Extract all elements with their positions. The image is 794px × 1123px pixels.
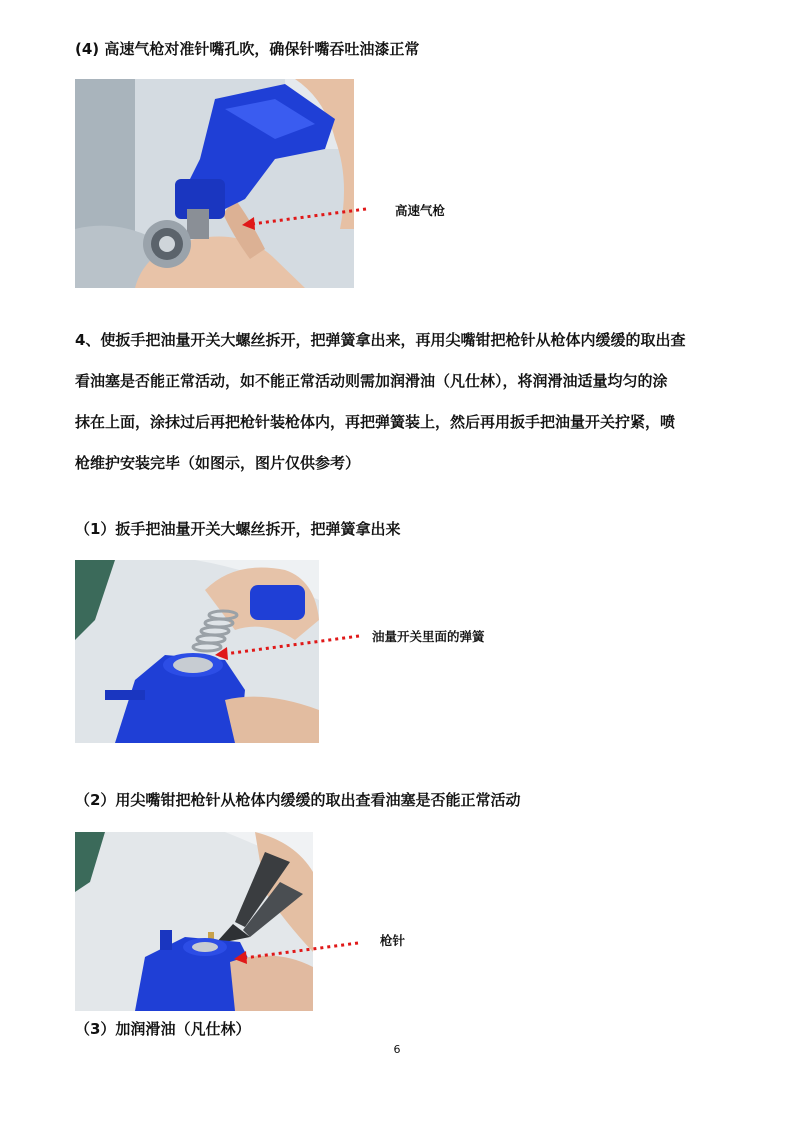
substep-3-heading: （3）加润滑油（凡仕林） [75,1020,251,1038]
callout-arrow-air-gun [238,200,368,232]
substep-2-heading: （2）用尖嘴钳把枪针从枪体内缓缓的取出查看油塞是否能正常活动 [75,791,521,809]
substep-1-heading: （1）扳手把油量开关大螺丝拆开，把弹簧拿出来 [75,520,401,538]
photo-air-gun-blowing [75,79,354,288]
photo-needle-pliers [75,832,313,1011]
callout-label-needle: 枪针 [380,933,406,948]
callout-arrow-spring [211,628,361,662]
callout-label-air-gun: 高速气枪 [395,203,446,218]
callout-arrow-needle [230,936,360,968]
step-4-line: 看油塞是否能正常活动，如不能正常活动则需加润滑油（凡仕林），将润滑油适量均匀的涂 [75,372,668,390]
step-4-paragraph [75,320,725,484]
page-number: 6 [393,1043,401,1056]
callout-label-spring: 油量开关里面的弹簧 [372,629,485,644]
step-4-line: 4、使扳手把油量开关大螺丝拆开，把弹簧拿出来，再用尖嘴钳把枪针从枪体内缓缓的取出查 [75,331,686,349]
step-4-line: 枪维护安装完毕（如图示，图片仅供参考） [75,454,361,472]
step-4-line: 抹在上面，涂抹过后再把枪针装枪体内，再把弹簧装上，然后再用扳手把油量开关拧紧，喷 [75,413,676,431]
step-heading-blow-nozzle: (4) 高速气枪对准针嘴孔吹，确保针嘴吞吐油漆正常 [75,40,420,58]
